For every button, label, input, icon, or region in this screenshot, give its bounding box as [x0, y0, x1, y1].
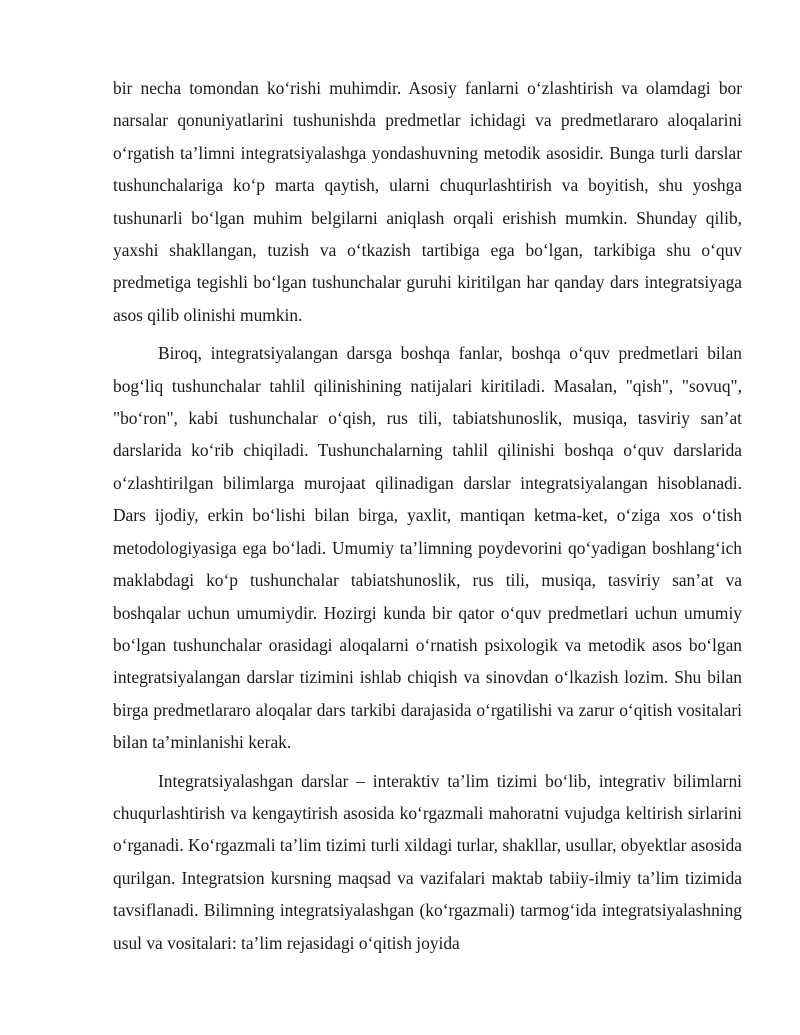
paragraph-3: Integratsiyalashgan darslar – interaktiv ta’lim tizimi bo‘lib, integrativ bilimlarni chuqurlashtirish va kengaytirish asosida ko‘rgazmali mahoratni vujudga keltirish sirlarini o‘rganadi. Ko‘rgazmali ta’lim tizimi turli xildagi turlar, shakllar, usullar, obyektlar asosida qurilgan. Integratsion kursning maqsad va vazifalari maktab tabiiy-ilmiy ta’lim tizimida tavsiflanadi. Bilimning integratsiyalashgan (ko‘rgazmali) tarmog‘ida integratsiyalashning usul va vositalari: ta’lim rejasidagi o‘qitish joyida: [113, 770, 742, 953]
document-page: [113, 72, 742, 965]
paragraph-2: Biroq, integratsiyalangan darsga boshqa fanlar, boshqa o‘quv predmetlari bilan bog‘liq tushunchalar tahlil qilinishining natijalari kiritiladi. Masalan, "qish", "sovuq", "bo‘ron", kabi tushunchalar o‘qish, rus tili, tabiatshunoslik, musiqa, tasviriy san’at darslarida ko‘rib chiqiladi. Tushunchalarning tahlil qilinishi boshqa o‘quv darslarida o‘zlashtirilgan bilimlarga murojaat qilinadigan darslar integratsiyalangan hisoblanadi. Dars ijodiy, erkin bo‘lishi bilan birga, yaxlit, mantiqan ketma-ket, o‘ziga xos o‘tish metodologiyasiga ega bo‘ladi. Umumiy ta’limning poydevorini qo‘yadigan boshlang‘ich maklabdagi ko‘p tushunchalar tabiatshunoslik, rus tili, musiqa, tasviriy san’at va boshqalar uchun umumiydir. Hozirgi kunda bir qator o‘quv predmetlari uchun umumiy bo‘lgan tushunchalar orasidagi aloqalarni o‘rnatish psixologik va metodik asos bo‘lgan integratsiyalangan darslar tizimini ishlab chiqish va sinovdan o‘lkazish lozim. Shu bilan birga predmetlararo aloqalar dars tarkibi darajasida o‘rgatilishi va zarur o‘qitish vositalari bilan ta’minlanishi kerak.: [113, 343, 742, 753]
paragraph-1: bir necha tomondan ko‘rishi muhimdir. Asosiy fanlarni o‘zlashtirish va olamdagi bor narsalar qonuniyatlarini tushunishda predmetlar ichidagi va predmetlararo aloqalarini o‘rgatish ta’limni integratsiyalashga yondashuvning metodik asosidir. Bunga turli darslar tushunchalariga ko‘p marta qaytish, ularni chuqurlashtirish va boyitish, shu yoshga tushunarli bo‘lgan muhim belgilarni aniqlash orqali erishish mumkin. Shunday qilib, yaxshi shakllangan, tuzish va o‘tkazish tartibiga ega bo‘lgan, tarkibiga shu o‘quv predmetiga tegishli bo‘lgan tushunchalar guruhi kiritilgan har qanday dars integratsiyaga asos qilib olinishi mumkin.: [113, 78, 742, 325]
